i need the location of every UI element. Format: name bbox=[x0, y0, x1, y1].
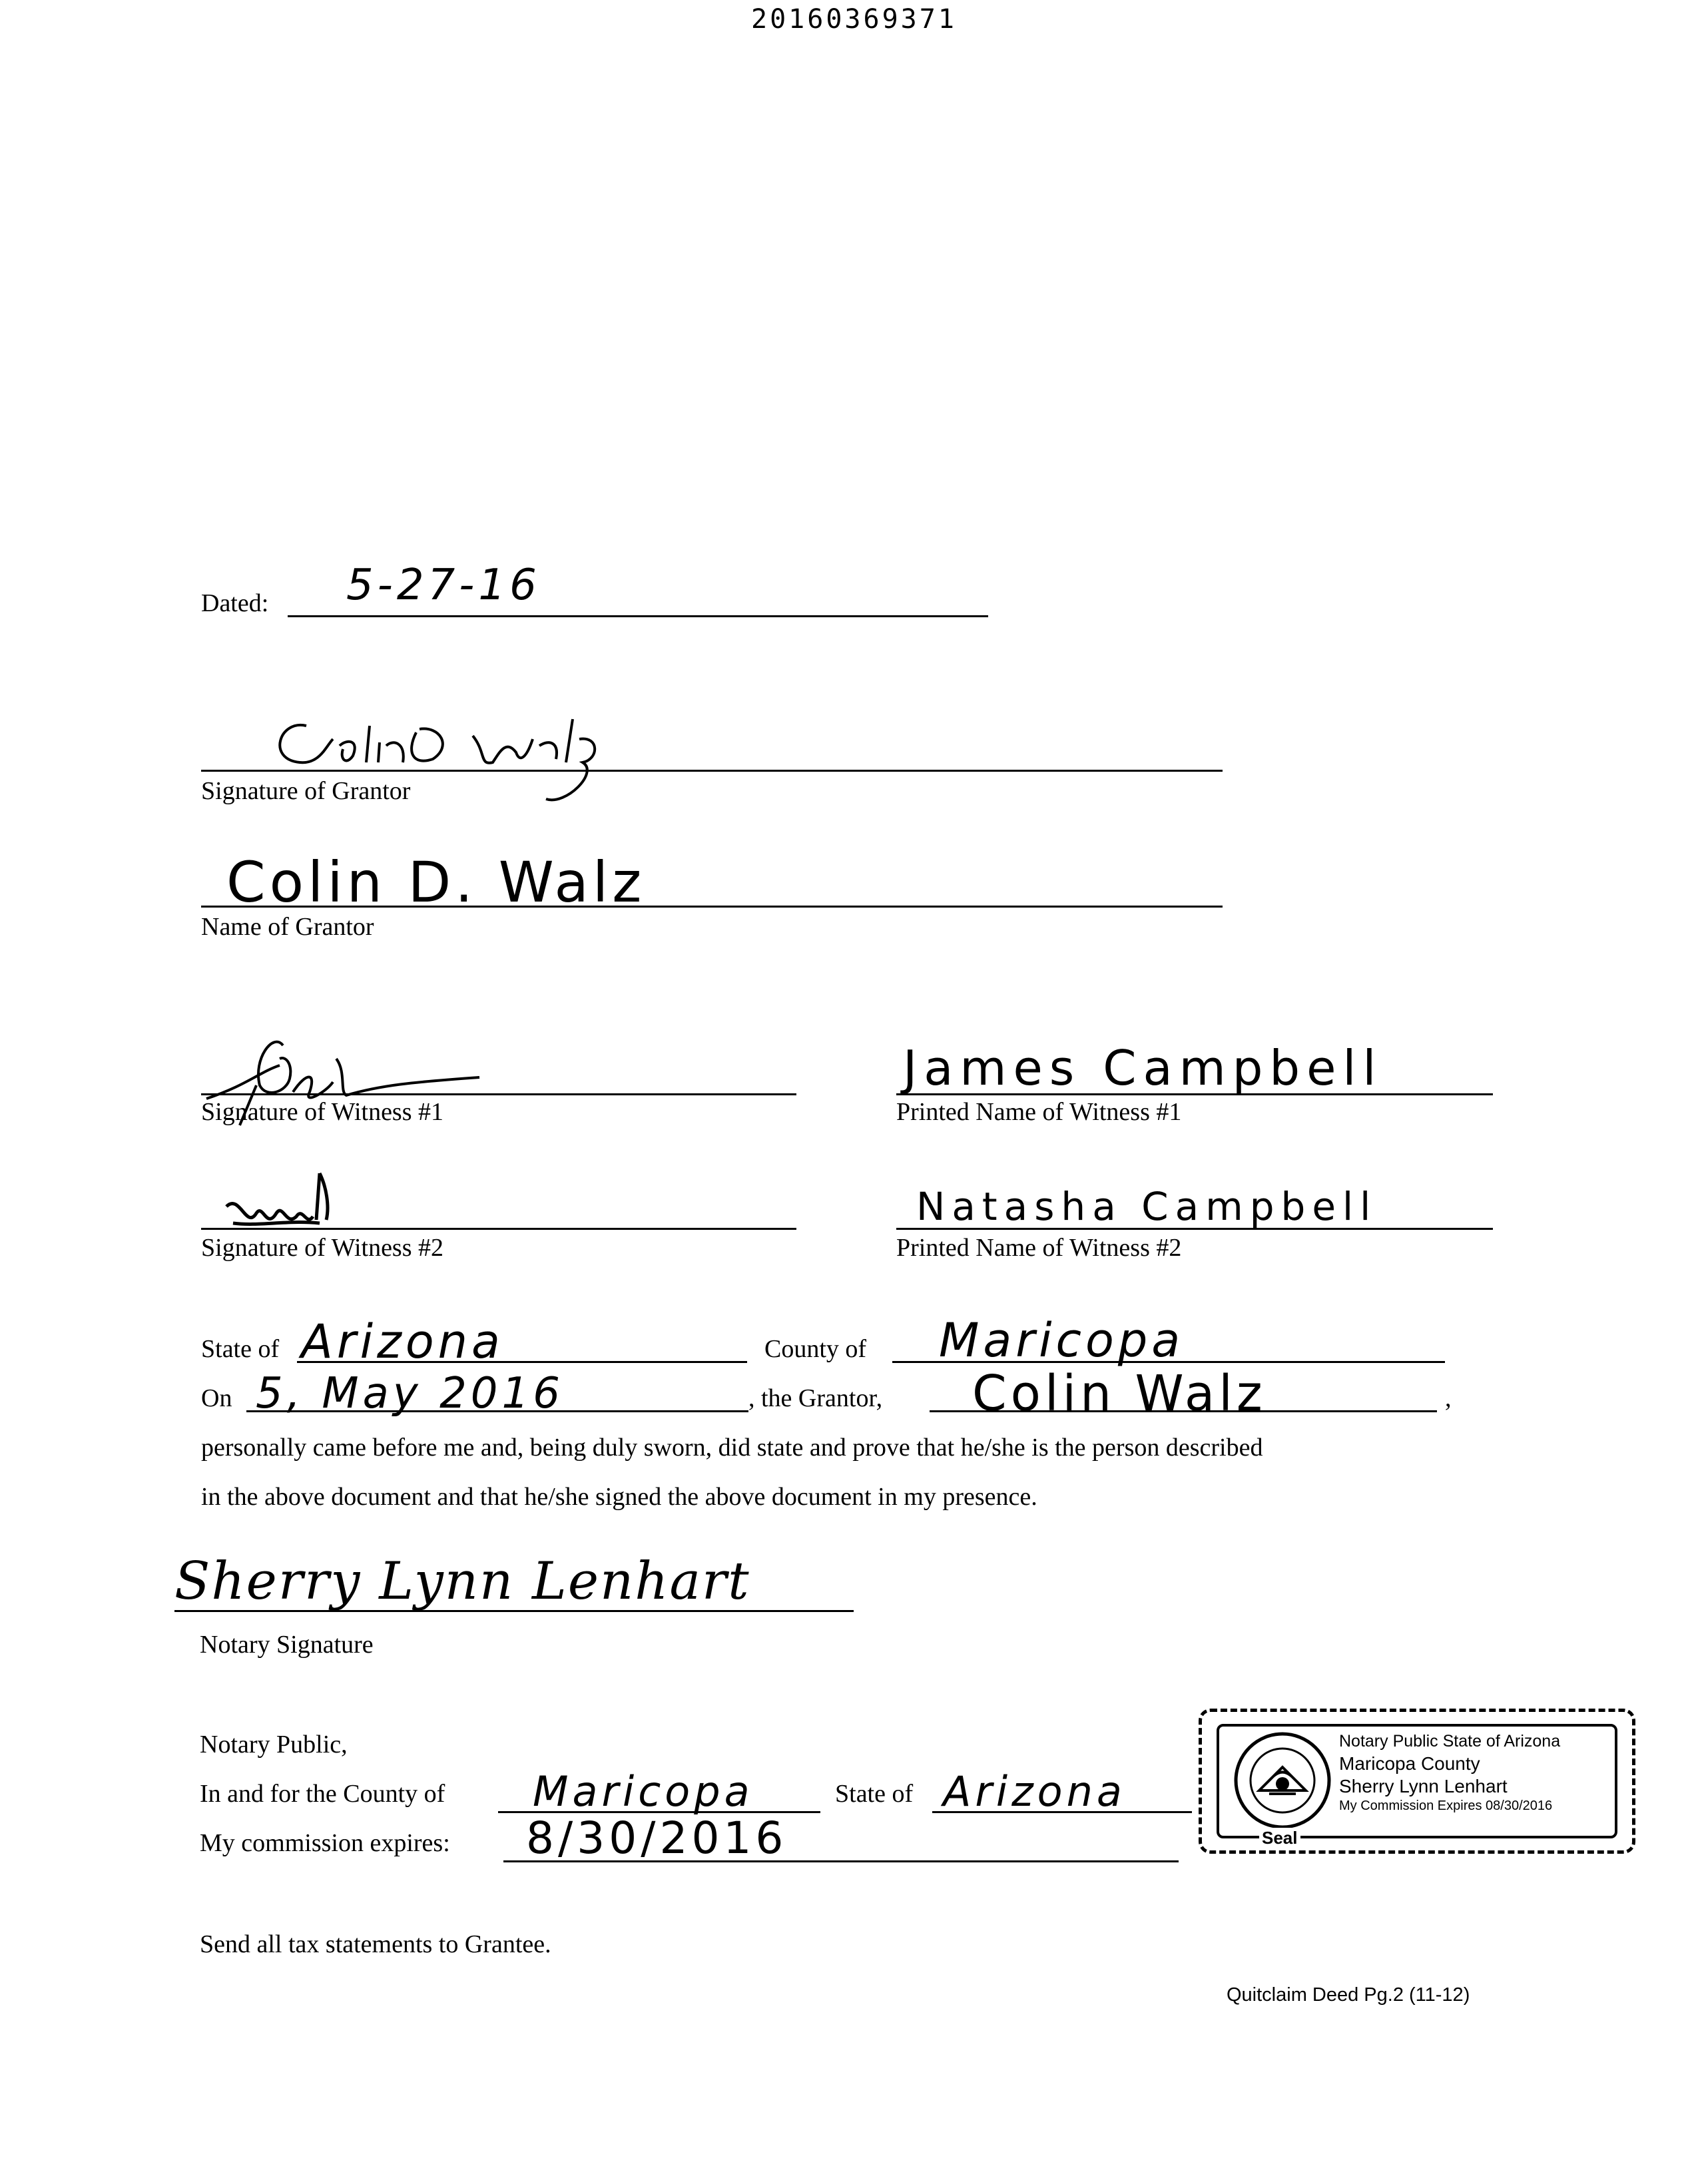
ack-county-value: Maricopa bbox=[939, 1313, 1185, 1368]
dated-label: Dated: bbox=[201, 589, 269, 617]
witness1-printed-label: Printed Name of Witness #1 bbox=[896, 1098, 1182, 1126]
ack-grantor-line bbox=[930, 1410, 1437, 1412]
witness2-signature-line bbox=[201, 1228, 796, 1230]
notary-county-value: Maricopa bbox=[533, 1767, 754, 1816]
stamp-line4: My Commission Expires 08/30/2016 bbox=[1339, 1798, 1553, 1813]
notary-signature-value: Sherry Lynn Lenhart bbox=[174, 1551, 750, 1611]
witness1-signature-line bbox=[201, 1093, 796, 1095]
witness2-signature-label: Signature of Witness #2 bbox=[201, 1234, 444, 1262]
ack-county-label: County of bbox=[764, 1335, 867, 1363]
notary-commission-line bbox=[503, 1860, 1179, 1862]
state-seal-icon bbox=[1233, 1731, 1332, 1830]
ack-date-value: 5, May 2016 bbox=[256, 1369, 564, 1418]
ack-county-line bbox=[892, 1361, 1445, 1363]
tax-statement: Send all tax statements to Grantee. bbox=[200, 1930, 551, 1958]
form-id: Quitclaim Deed Pg.2 (11-12) bbox=[1227, 1984, 1470, 2006]
document-number: 20160369371 bbox=[751, 4, 957, 35]
ack-body-line2: in the above document and that he/she signed the above document in my presence. bbox=[201, 1483, 1037, 1511]
notary-commission-label: My commission expires: bbox=[200, 1829, 450, 1857]
stamp-line2: Maricopa County bbox=[1339, 1753, 1480, 1774]
ack-trailing-comma: , bbox=[1445, 1384, 1452, 1412]
witness1-signature-label: Signature of Witness #1 bbox=[201, 1098, 444, 1126]
ack-state-value: Arizona bbox=[301, 1314, 504, 1369]
notary-state-line bbox=[932, 1811, 1192, 1813]
ack-body-line1: personally came before me and, being duly sworn, did state and prove that he/she is the person described bbox=[201, 1434, 1263, 1462]
notary-commission-value: 8/30/2016 bbox=[526, 1812, 788, 1864]
grantor-signature-line bbox=[201, 770, 1223, 772]
notary-state-label: State of bbox=[835, 1780, 914, 1808]
dated-line bbox=[288, 615, 988, 617]
notary-public-label: Notary Public, bbox=[200, 1731, 348, 1759]
grantor-signature-label: Signature of Grantor bbox=[201, 777, 411, 805]
dated-value: 5-27-16 bbox=[346, 561, 541, 610]
witness2-printed-label: Printed Name of Witness #2 bbox=[896, 1234, 1182, 1262]
stamp-line3: Sherry Lynn Lenhart bbox=[1339, 1776, 1508, 1796]
grantor-name-label: Name of Grantor bbox=[201, 913, 374, 941]
notary-signature-label: Notary Signature bbox=[200, 1631, 374, 1659]
witness1-printed-value: James Campbell bbox=[903, 1040, 1383, 1096]
witness2-printed-line bbox=[896, 1228, 1493, 1230]
notary-state-value: Arizona bbox=[943, 1767, 1126, 1816]
notary-signature-line bbox=[174, 1610, 854, 1612]
ack-grantor-label: , the Grantor, bbox=[748, 1384, 883, 1412]
ack-state-label: State of bbox=[201, 1335, 280, 1363]
notary-county-label: In and for the County of bbox=[200, 1780, 445, 1808]
grantor-name-value: Colin D. Walz bbox=[226, 850, 646, 915]
ack-state-line bbox=[297, 1361, 747, 1363]
ack-date-line bbox=[246, 1410, 748, 1412]
grantor-name-line bbox=[201, 906, 1223, 908]
witness1-printed-line bbox=[896, 1093, 1493, 1095]
witness2-printed-value: Natasha Campbell bbox=[916, 1184, 1378, 1229]
ack-grantor-value: Colin Walz bbox=[972, 1365, 1267, 1422]
notary-stamp bbox=[1199, 1709, 1635, 1854]
stamp-seal-word: Seal bbox=[1259, 1828, 1300, 1848]
stamp-line1: Notary Public State of Arizona bbox=[1339, 1732, 1561, 1751]
ack-on-label: On bbox=[201, 1384, 232, 1412]
